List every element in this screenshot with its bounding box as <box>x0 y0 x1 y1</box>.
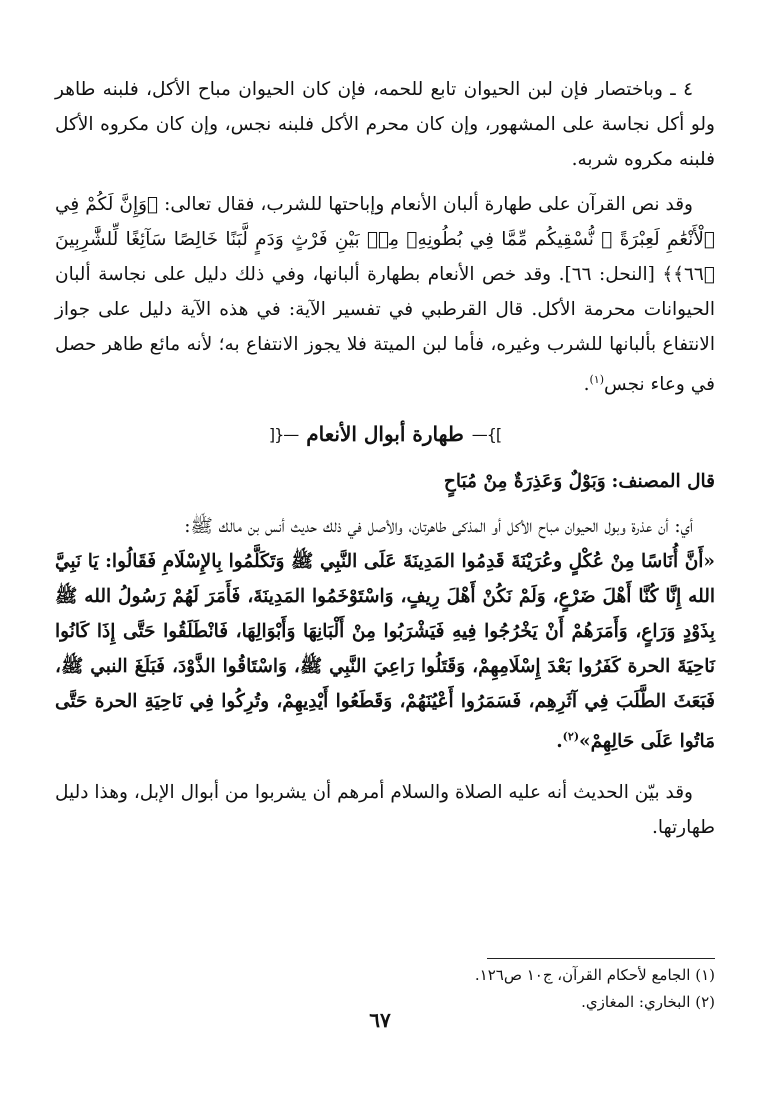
paragraph-quran-rest: [النحل: ٦٦]. وقد خص الأنعام بطهارة ألبانها، وفي ذلك دليل على نجاسة ألبان الحيوانات محرمة الأكل. قال القرطبي في تفسير الآية: في هذه الآية دليل على جواز الانتفاع بألبانها للشرب وغيره، فأما لبن الميتة فلا يجوز الانتفاع به؛ لأنه مائع طاهر حصل في وعاء نجس <box>55 264 715 396</box>
paragraph-end-punct: . <box>583 374 590 396</box>
main-text <box>55 72 715 845</box>
quran-verse: ﴿وَإِنَّ لَكُمْ فِي ٱلْأَنْعَٰمِ لَعِبْرَةً ۖ نُّسْقِيكُم مِّمَّا فِي بُطُونِهِۦ مِنۢ بَيْنِ فَرْثٍ وَدَمٍ لَّبَنًا خَالِصًا سَآئِغًا لِّلشَّٰرِبِينَ ﴿٦٦﴾﴾ <box>55 194 715 285</box>
paragraph-quran-intro: وقد نص القرآن على طهارة ألبان الأنعام وإباحتها للشرب، فقال تعالى: <box>164 194 693 215</box>
section-heading <box>55 422 715 446</box>
hadith-body: «أَنَّ أُنَاسًا مِنْ عُكْلٍ وعُرَيْنَةَ قَدِمُوا المَدِينَةَ عَلَى النَّبِي ﷺ وَتَكَلَّمُوا بِالإِسْلَامِ فَقَالُوا: يَا نَبِيَّ الله إِنَّا كُنَّا أَهْلَ ضَرْعٍ، وَلَمْ نَكُنْ أَهْلَ رِيفٍ، وَاسْتَوْخَمُوا المَدِينَةَ، فَأَمَرَ لَهُمْ رَسُولُ الله ﷺ بِذَوْدٍ وَرَاعٍ، وَأَمَرَهُمْ أَنْ يَخْرُجُوا فِيهِ فَيَشْرَبُوا مِنْ أَلْبَانِهَا وَأَبْوَالِهَا، فَانْطَلَقُوا حَتَّى إِذَا كَانُوا نَاحِيَةَ الحرة كَفَرُوا بَعْدَ إِسْلَامِهِمْ، وَقَتَلُوا رَاعِيَ النَّبِي ﷺ، وَاسْتَاقُوا الذَّوْدَ، فَبَلَغَ النبي ﷺ، فَبَعَثَ الطَّلَبَ فِي آثَرِهِم، فَسَمَرُوا أَعْيُنَهُمْ، وَقَطَعُوا أَيْدِيهِمْ، وتُرِكُوا فِي نَاحِيَةِ الحرة حَتَّى مَاتُوا عَلَى حَالِهِمْ» <box>55 551 715 753</box>
page-number: ٦٧ <box>369 1008 391 1032</box>
paragraph-quran-evidence <box>55 187 715 402</box>
heading-ornament-left: ]}— <box>268 424 299 444</box>
footnote-1: (١) الجامع لأحكام القرآن، ج١٠ ص١٢٦. <box>474 966 715 984</box>
author-text: وَبَوْلٌ وَعَذِرَةٌ مِنْ مُبَاحٍ <box>443 471 606 493</box>
section-title: طهارة أبوال الأنعام <box>306 422 464 447</box>
paragraph-milk-summary: ٤ ـ وباختصار فإن لبن الحيوان تابع للحمه، فإن كان الحيوان مباح الأكل، فلبنه طاهر ولو أكل نجاسة على المشهور، وإن كان محرم الأكل فلبنه نجس، وإن كان مكروه الأكل فلبنه مكروه شربه. <box>55 79 715 170</box>
footnote-ref-1: (١) <box>589 373 604 386</box>
author-label: قال المصنف: <box>611 471 715 493</box>
hadith-end-punct: . <box>556 731 563 753</box>
explanation-paragraph: أي: أن عذرة وبول الحيوان مباح الأكل أو المذكى طاهرتان، والأصل في ذلك حديث أنس بن مالك ﷺ: <box>184 516 693 538</box>
hadith-text <box>55 544 715 759</box>
footnote-divider <box>487 958 715 959</box>
footnote-2: (٢) البخاري: المغازي. <box>581 993 715 1011</box>
heading-ornament-right: —{[ <box>471 424 502 444</box>
author-line <box>55 464 715 499</box>
conclusion-paragraph: وقد بيّن الحديث أنه عليه الصلاة والسلام أمرهم أن يشربوا من أبوال الإبل، وهذا دليل طهارتها. <box>55 782 715 839</box>
footnote-ref-2: (٢) <box>562 730 580 744</box>
